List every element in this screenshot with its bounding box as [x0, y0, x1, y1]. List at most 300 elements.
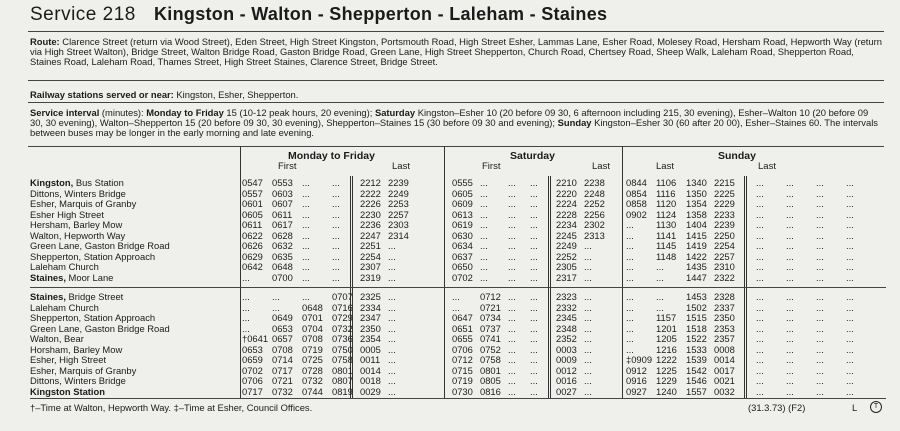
- timetable-row: [30, 273, 886, 283]
- time-cell: ...: [508, 364, 516, 376]
- time-cell: ...: [508, 333, 516, 344]
- stop-name: Kingston, Bus Station: [30, 177, 124, 188]
- time-cell: 0721: [272, 375, 293, 386]
- time-cell: 0702: [452, 271, 473, 283]
- time-cell: ...: [786, 219, 794, 230]
- time-cell: 2253: [388, 198, 409, 209]
- time-cell: 0628: [272, 229, 293, 241]
- time-cell: 0605: [452, 187, 473, 199]
- timetable-row: [30, 241, 886, 251]
- time-cell: ...: [302, 198, 310, 209]
- time-cell: 0701: [302, 312, 323, 323]
- time-cell: 1145: [656, 240, 677, 251]
- sat-last-label: Last: [592, 161, 610, 172]
- time-cell: ...: [302, 219, 310, 230]
- time-cell: ...: [530, 354, 538, 365]
- time-cell: 0712: [452, 354, 473, 365]
- time-cell: 2239: [714, 219, 735, 230]
- time-cell: 2350: [360, 322, 381, 334]
- time-cell: ...: [530, 261, 538, 272]
- time-cell: ...: [626, 301, 634, 313]
- time-cell: ...: [756, 177, 764, 188]
- time-cell: 0702: [242, 364, 263, 376]
- time-cell: ...: [530, 343, 538, 355]
- time-cell: 0648: [302, 301, 323, 313]
- time-cell: ...: [332, 208, 340, 220]
- interval-sun-text: Kingston–Esher 30 (60 after 20 00), Esher–Staines 60. The intervals between buses may be longer in the early morning and late evening.: [30, 117, 878, 138]
- time-cell: ...: [302, 177, 310, 188]
- print-letter: L: [852, 402, 858, 413]
- time-cell: 1116: [656, 187, 676, 199]
- stop-name: Hersham, Barley Mow: [30, 219, 123, 230]
- timetable-row: [30, 199, 886, 209]
- timetable-row: [30, 313, 886, 323]
- header: [26, 4, 886, 26]
- time-cell: ...: [388, 354, 396, 365]
- operator-symbol: T: [870, 401, 882, 413]
- time-cell: 2313: [584, 229, 605, 241]
- time-cell: ...: [508, 312, 516, 323]
- time-cell: ...: [846, 177, 854, 188]
- time-cell: ...: [846, 187, 854, 199]
- time-cell: 0712: [480, 291, 501, 302]
- time-cell: 0700: [272, 271, 293, 283]
- time-cell: 0716: [332, 301, 353, 313]
- time-cell: ...: [302, 240, 310, 251]
- time-cell: 0752: [480, 343, 501, 355]
- time-cell: ...: [584, 271, 592, 283]
- service-interval: [30, 108, 882, 138]
- time-cell: 0622: [242, 229, 263, 241]
- time-cell: 1404: [686, 219, 707, 230]
- time-cell: ...: [480, 219, 488, 230]
- stop-name: Shepperton, Station Approach: [30, 312, 156, 323]
- time-cell: ...: [846, 198, 854, 209]
- time-cell: 1546: [686, 375, 707, 386]
- time-cell: ...: [786, 343, 794, 355]
- time-cell: 1533: [686, 343, 707, 355]
- time-cell: 0632: [272, 240, 293, 251]
- time-cell: 0725: [302, 354, 323, 365]
- time-cell: 0630: [452, 229, 473, 241]
- timetable-row: [30, 387, 886, 397]
- time-cell: 0717: [272, 364, 293, 376]
- time-cell: 2222: [360, 187, 381, 199]
- time-cell: ...: [530, 364, 538, 376]
- time-cell: 2247: [360, 229, 381, 241]
- time-cell: ...: [508, 354, 516, 365]
- time-cell: ...: [846, 229, 854, 241]
- time-cell: ...: [786, 385, 794, 397]
- time-cell: 0605: [242, 208, 263, 220]
- interval-mf-text: 15 (10-12 peak hours, 20 evening);: [223, 107, 375, 118]
- time-cell: ...: [786, 261, 794, 272]
- time-cell: 2229: [714, 198, 735, 209]
- time-cell: ...: [786, 375, 794, 386]
- time-cell: 2220: [556, 187, 577, 199]
- time-cell: 0706: [452, 343, 473, 355]
- sat-first-label: First: [482, 161, 501, 172]
- time-cell: 0003: [556, 343, 577, 355]
- time-cell: 0737: [480, 322, 501, 334]
- time-cell: ...: [626, 291, 634, 302]
- time-cell: ...: [816, 177, 824, 188]
- time-cell: 1419: [686, 240, 707, 251]
- divider: [28, 102, 884, 103]
- time-cell: 2357: [714, 333, 735, 344]
- time-cell: 2354: [360, 333, 381, 344]
- time-cell: ...: [756, 271, 764, 283]
- time-cell: ...: [508, 343, 516, 355]
- time-cell: 2256: [584, 208, 605, 220]
- time-cell: 0729: [332, 312, 353, 323]
- time-cell: 0611: [272, 208, 293, 220]
- time-cell: ...: [530, 240, 538, 251]
- time-cell: 2307: [360, 261, 381, 272]
- time-cell: 0557: [242, 187, 263, 199]
- time-cell: ...: [480, 261, 488, 272]
- time-cell: ...: [756, 291, 764, 302]
- timetable-row: [30, 334, 886, 344]
- time-cell: ...: [786, 301, 794, 313]
- time-cell: ...: [584, 322, 592, 334]
- time-cell: 2225: [714, 187, 735, 199]
- time-cell: ...: [302, 229, 310, 241]
- time-cell: 2257: [388, 208, 409, 220]
- time-cell: 2249: [388, 187, 409, 199]
- time-cell: ...: [530, 187, 538, 199]
- time-cell: 2314: [388, 229, 409, 241]
- time-cell: ...: [816, 333, 824, 344]
- time-cell: 2350: [714, 312, 735, 323]
- interval-sat-label: Saturday: [374, 107, 416, 118]
- time-cell: ...: [626, 250, 634, 262]
- time-cell: ...: [786, 208, 794, 220]
- time-cell: ...: [388, 343, 396, 355]
- time-cell: 0629: [242, 250, 263, 262]
- time-cell: ...: [332, 240, 340, 251]
- time-cell: 0732: [272, 385, 293, 397]
- time-cell: 2234: [556, 219, 577, 230]
- time-cell: ...: [388, 322, 396, 334]
- time-cell: ...: [508, 219, 516, 230]
- time-cell: 0655: [452, 333, 473, 344]
- time-cell: ...: [656, 261, 664, 272]
- time-cell: ...: [816, 229, 824, 241]
- timetable-row: [30, 210, 886, 220]
- time-cell: ...: [584, 385, 592, 397]
- time-cell: ...: [508, 250, 516, 262]
- time-cell: 2347: [360, 312, 381, 323]
- time-cell: 1518: [686, 322, 707, 334]
- mf-last-label: Last: [392, 161, 410, 172]
- time-cell: 2228: [556, 208, 577, 220]
- time-cell: 0916: [626, 375, 647, 386]
- time-cell: 0805: [480, 375, 501, 386]
- time-cell: 2245: [556, 229, 577, 241]
- time-cell: 2248: [584, 187, 605, 199]
- time-cell: ...: [846, 343, 854, 355]
- route-label: Route:: [30, 36, 60, 47]
- time-cell: ...: [846, 250, 854, 262]
- time-cell: 2353: [714, 322, 735, 334]
- time-cell: 0653: [272, 322, 293, 334]
- time-cell: ...: [508, 198, 516, 209]
- time-cell: ...: [756, 333, 764, 344]
- time-cell: 1435: [686, 261, 707, 272]
- time-cell: 0704: [302, 322, 323, 334]
- time-cell: 2310: [714, 261, 735, 272]
- time-cell: ...: [480, 208, 488, 220]
- time-cell: 1222: [656, 354, 677, 365]
- timetable-row: [30, 292, 886, 302]
- time-cell: 2337: [714, 301, 735, 313]
- sun-heading: Sunday: [718, 150, 756, 162]
- time-cell: †0641: [242, 333, 269, 344]
- time-cell: 0719: [452, 375, 473, 386]
- timetable-row: [30, 262, 886, 272]
- time-cell: 1447: [686, 271, 707, 283]
- time-cell: 2302: [584, 219, 605, 230]
- time-cell: ...: [530, 322, 538, 334]
- timetable-row: [30, 355, 886, 365]
- time-cell: ...: [480, 240, 488, 251]
- time-cell: 0619: [452, 219, 473, 230]
- time-cell: 0807: [332, 375, 353, 386]
- time-cell: 0741: [480, 333, 501, 344]
- time-cell: ...: [452, 301, 460, 313]
- time-cell: ...: [242, 312, 250, 323]
- time-cell: 0014: [714, 354, 735, 365]
- time-cell: 0027: [556, 385, 577, 397]
- time-cell: 0732: [332, 322, 353, 334]
- time-cell: ...: [786, 229, 794, 241]
- time-cell: 0707: [332, 291, 353, 302]
- time-cell: ...: [584, 375, 592, 386]
- time-cell: 1106: [656, 177, 677, 188]
- time-cell: ...: [816, 364, 824, 376]
- time-cell: ...: [756, 198, 764, 209]
- railway-label: Railway stations served or near:: [30, 89, 174, 100]
- time-cell: ...: [756, 343, 764, 355]
- time-cell: ...: [756, 187, 764, 199]
- time-cell: 0902: [626, 208, 647, 220]
- timetable: [30, 146, 886, 398]
- time-cell: ...: [480, 187, 488, 199]
- time-cell: 0657: [272, 333, 293, 344]
- time-cell: ...: [816, 291, 824, 302]
- time-cell: ...: [302, 291, 310, 302]
- interval-label: Service interval: [30, 107, 100, 118]
- time-cell: 2252: [556, 250, 577, 262]
- time-cell: ...: [626, 261, 634, 272]
- time-cell: ...: [584, 240, 592, 251]
- time-cell: ...: [508, 385, 516, 397]
- time-cell: 1201: [656, 322, 677, 334]
- time-cell: ...: [626, 322, 634, 334]
- timetable-row: [30, 178, 886, 188]
- time-cell: ...: [242, 271, 250, 283]
- time-cell: 0734: [480, 312, 501, 323]
- time-cell: ...: [816, 271, 824, 283]
- time-cell: ...: [530, 208, 538, 220]
- stop-name: Laleham Church: [30, 261, 99, 272]
- time-cell: 2215: [714, 177, 735, 188]
- time-cell: ...: [332, 229, 340, 241]
- time-cell: 2332: [556, 301, 577, 313]
- time-cell: ...: [786, 312, 794, 323]
- time-cell: 0650: [452, 261, 473, 272]
- time-cell: 0736: [332, 333, 353, 344]
- time-cell: 0029: [360, 385, 381, 397]
- time-cell: ...: [846, 333, 854, 344]
- time-cell: ...: [756, 364, 764, 376]
- time-cell: ...: [302, 208, 310, 220]
- time-cell: ...: [786, 291, 794, 302]
- time-cell: ...: [846, 208, 854, 220]
- time-cell: ...: [846, 364, 854, 376]
- service-number: Service 218: [30, 4, 136, 25]
- footnotes: †–Time at Walton, Hepworth Way. ‡–Time at Esher, Council Offices.: [30, 402, 313, 413]
- time-cell: ...: [480, 198, 488, 209]
- time-cell: ...: [846, 301, 854, 313]
- time-cell: 0708: [272, 343, 293, 355]
- time-cell: ...: [302, 187, 310, 199]
- stop-name: Horsham, Barley Mow: [30, 343, 123, 355]
- time-cell: 1453: [686, 291, 707, 302]
- time-cell: 0009: [556, 354, 577, 365]
- time-cell: 2252: [584, 198, 605, 209]
- time-cell: 2226: [360, 198, 381, 209]
- stop-name: Walton, Hepworth Way: [30, 229, 126, 241]
- time-cell: 0659: [242, 354, 263, 365]
- route-title: Kingston - Walton - Shepperton - Laleham - Staines: [154, 4, 608, 24]
- time-cell: ...: [530, 219, 538, 230]
- time-cell: 1216: [656, 343, 677, 355]
- stop-name: Green Lane, Gaston Bridge Road: [30, 322, 170, 334]
- time-cell: 0758: [480, 354, 501, 365]
- railway-stations: [30, 90, 882, 100]
- time-cell: 2352: [556, 333, 577, 344]
- direction-divider: [30, 287, 886, 288]
- time-cell: ...: [332, 198, 340, 209]
- stop-name: Dittons, Winters Bridge: [30, 187, 126, 199]
- time-cell: 0626: [242, 240, 263, 251]
- time-cell: ...: [816, 261, 824, 272]
- time-cell: 2236: [360, 219, 381, 230]
- time-cell: 0844: [626, 177, 647, 188]
- time-cell: 1120: [656, 198, 677, 209]
- time-cell: ...: [786, 240, 794, 251]
- stop-name: Staines, Moor Lane: [30, 271, 114, 283]
- time-cell: 0603: [272, 187, 293, 199]
- time-cell: ...: [332, 177, 340, 188]
- time-cell: ...: [626, 312, 634, 323]
- stop-name: Kingston Station: [30, 385, 105, 397]
- time-cell: 0801: [480, 364, 501, 376]
- interval-unit: (minutes):: [99, 107, 147, 118]
- time-cell: 2322: [714, 271, 735, 283]
- time-cell: ...: [508, 271, 516, 283]
- time-cell: ...: [626, 343, 634, 355]
- stop-name: Esher, Marquis of Granby: [30, 198, 137, 209]
- time-cell: 1557: [686, 385, 707, 397]
- time-cell: 0750: [332, 343, 353, 355]
- time-cell: 1354: [686, 198, 707, 209]
- timetable-row: [30, 220, 886, 230]
- timetable-row: [30, 252, 886, 262]
- time-cell: ...: [626, 240, 634, 251]
- time-cell: ...: [584, 354, 592, 365]
- time-cell: 1157: [656, 312, 677, 323]
- time-cell: ...: [816, 385, 824, 397]
- time-cell: 1340: [686, 177, 707, 188]
- time-cell: ...: [816, 219, 824, 230]
- time-cell: 0854: [626, 187, 647, 199]
- time-cell: 2345: [556, 312, 577, 323]
- time-cell: ...: [656, 301, 664, 313]
- time-cell: ...: [302, 271, 310, 283]
- time-cell: 0706: [242, 375, 263, 386]
- time-cell: ...: [756, 208, 764, 220]
- time-cell: ...: [584, 333, 592, 344]
- time-cell: 0008: [714, 343, 735, 355]
- time-cell: 2323: [556, 291, 577, 302]
- stop-name: Green Lane, Gaston Bridge Road: [30, 240, 170, 251]
- stop-name: Laleham Church: [30, 301, 99, 313]
- time-cell: ...: [846, 312, 854, 323]
- time-cell: 2325: [360, 291, 381, 302]
- time-cell: ...: [508, 261, 516, 272]
- time-cell: ...: [584, 343, 592, 355]
- time-cell: 1240: [656, 385, 677, 397]
- time-cell: 0634: [452, 240, 473, 251]
- time-cell: 2348: [556, 322, 577, 334]
- time-cell: 2230: [360, 208, 381, 220]
- time-cell: ...: [508, 375, 516, 386]
- time-cell: ...: [846, 291, 854, 302]
- divider: [28, 80, 884, 81]
- time-cell: 1350: [686, 187, 707, 199]
- time-cell: 1522: [686, 333, 707, 344]
- time-cell: 2303: [388, 219, 409, 230]
- time-cell: ...: [242, 291, 250, 302]
- time-cell: ...: [272, 291, 280, 302]
- time-cell: ...: [530, 333, 538, 344]
- timetable-row: [30, 231, 886, 241]
- time-cell: ...: [480, 250, 488, 262]
- time-cell: ...: [816, 198, 824, 209]
- time-cell: 2317: [556, 271, 577, 283]
- time-cell: ...: [388, 312, 396, 323]
- time-cell: 0607: [272, 198, 293, 209]
- time-cell: 1124: [656, 208, 677, 220]
- time-cell: ...: [584, 291, 592, 302]
- stop-name: Staines, Bridge Street: [30, 291, 124, 302]
- time-cell: 2233: [714, 208, 735, 220]
- time-cell: 0553: [272, 177, 293, 188]
- time-cell: ...: [332, 219, 340, 230]
- print-code: (31.3.73) (F2): [748, 402, 806, 413]
- sun-first-label: Last: [656, 161, 674, 172]
- timetable-row: [30, 324, 886, 334]
- time-cell: ...: [816, 240, 824, 251]
- time-cell: 0611: [242, 219, 263, 230]
- time-cell: ...: [756, 312, 764, 323]
- time-cell: ...: [388, 385, 396, 397]
- time-cell: ...: [530, 271, 538, 283]
- time-cell: 1225: [656, 364, 677, 376]
